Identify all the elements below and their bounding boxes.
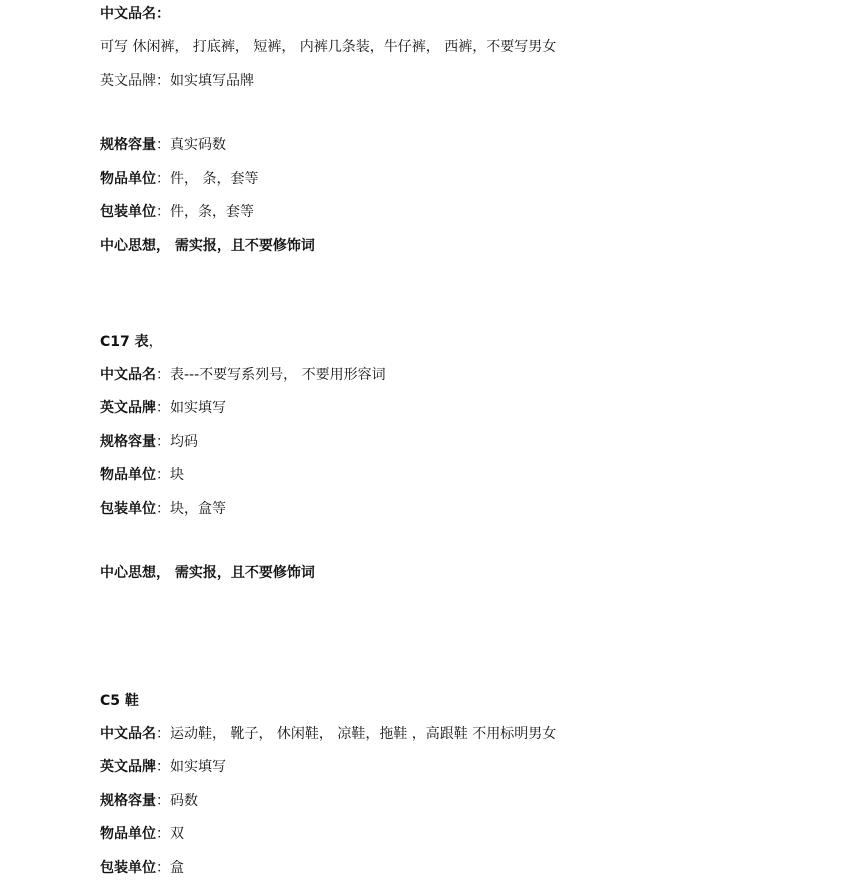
s2-item-unit-row	[100, 465, 184, 485]
s3-brand-value: ：如实填写	[156, 759, 226, 775]
s2-brand-label: 英文品牌	[100, 400, 156, 416]
s1-pack-unit-value: ：件，条，套等	[156, 204, 254, 220]
s3-name-value: ：运动鞋， 靴子， 休闲鞋， 凉鞋，拖鞋 ，高跟鞋 不用标明男女	[156, 726, 557, 742]
s2-spec-label: 规格容量	[100, 434, 156, 450]
s3-spec-row	[100, 791, 198, 811]
s3-name-label: 中文品名	[100, 726, 156, 742]
s2-brand-row	[100, 398, 226, 418]
s3-item-unit-label: 物品单位	[100, 826, 156, 842]
s2-name-row	[100, 365, 386, 385]
s2-pack-unit-label: 包装单位	[100, 501, 156, 517]
s2-heading-tail: ，	[148, 334, 163, 350]
s1-pack-unit-label: 包装单位	[100, 204, 156, 220]
s3-name-row	[100, 724, 556, 744]
s1-brand-value: ：如实填写品牌	[156, 73, 254, 89]
s1-brand-row	[100, 71, 254, 91]
s1-name-label: 中文品名：	[100, 6, 170, 22]
s3-pack-unit-value: ：盒	[156, 860, 184, 876]
s1-item-unit-row	[100, 169, 258, 189]
s2-spec-value: ：均码	[156, 434, 198, 450]
s2-item-unit-label: 物品单位	[100, 467, 156, 483]
s1-item-unit-value: ：件， 条，套等	[156, 171, 259, 187]
s3-pack-unit-label: 包装单位	[100, 860, 156, 876]
s1-spec-label: 规格容量	[100, 137, 156, 153]
s2-name-value: ：表---不要写系列号， 不要用形容词	[156, 367, 386, 383]
s2-pack-unit-value: ：块，盒等	[156, 501, 226, 517]
s2-heading-row	[100, 332, 163, 352]
s1-spec-row	[100, 135, 226, 155]
s2-brand-value: ：如实填写	[156, 400, 226, 416]
s1-principle: 中心思想， 需实报，且不要修饰词	[100, 238, 315, 254]
s1-pack-unit-row	[100, 202, 254, 222]
s3-heading: C5 鞋	[100, 693, 139, 709]
s3-item-unit-row	[100, 824, 184, 844]
s2-item-unit-value: ：块	[156, 467, 184, 483]
s1-item-unit-label: 物品单位	[100, 171, 156, 187]
s1-name-value: 可写 休闲裤， 打底裤， 短裤， 内裤几条装，牛仔裤， 西裤，不要写男女	[100, 39, 557, 55]
s3-spec-label: 规格容量	[100, 793, 156, 809]
s3-item-unit-value: ：双	[156, 826, 184, 842]
s2-name-label: 中文品名	[100, 367, 156, 383]
s3-spec-value: ：码数	[156, 793, 198, 809]
s1-brand-label: 英文品牌	[100, 73, 156, 89]
s3-brand-row	[100, 757, 226, 777]
s2-pack-unit-row	[100, 499, 226, 519]
s3-pack-unit-row	[100, 858, 184, 878]
s2-principle: 中心思想， 需实报，且不要修饰词	[100, 565, 315, 581]
s3-brand-label: 英文品牌	[100, 759, 156, 775]
s1-spec-value: ：真实码数	[156, 137, 226, 153]
s2-spec-row	[100, 432, 198, 452]
s2-heading: C17 表	[100, 334, 149, 350]
